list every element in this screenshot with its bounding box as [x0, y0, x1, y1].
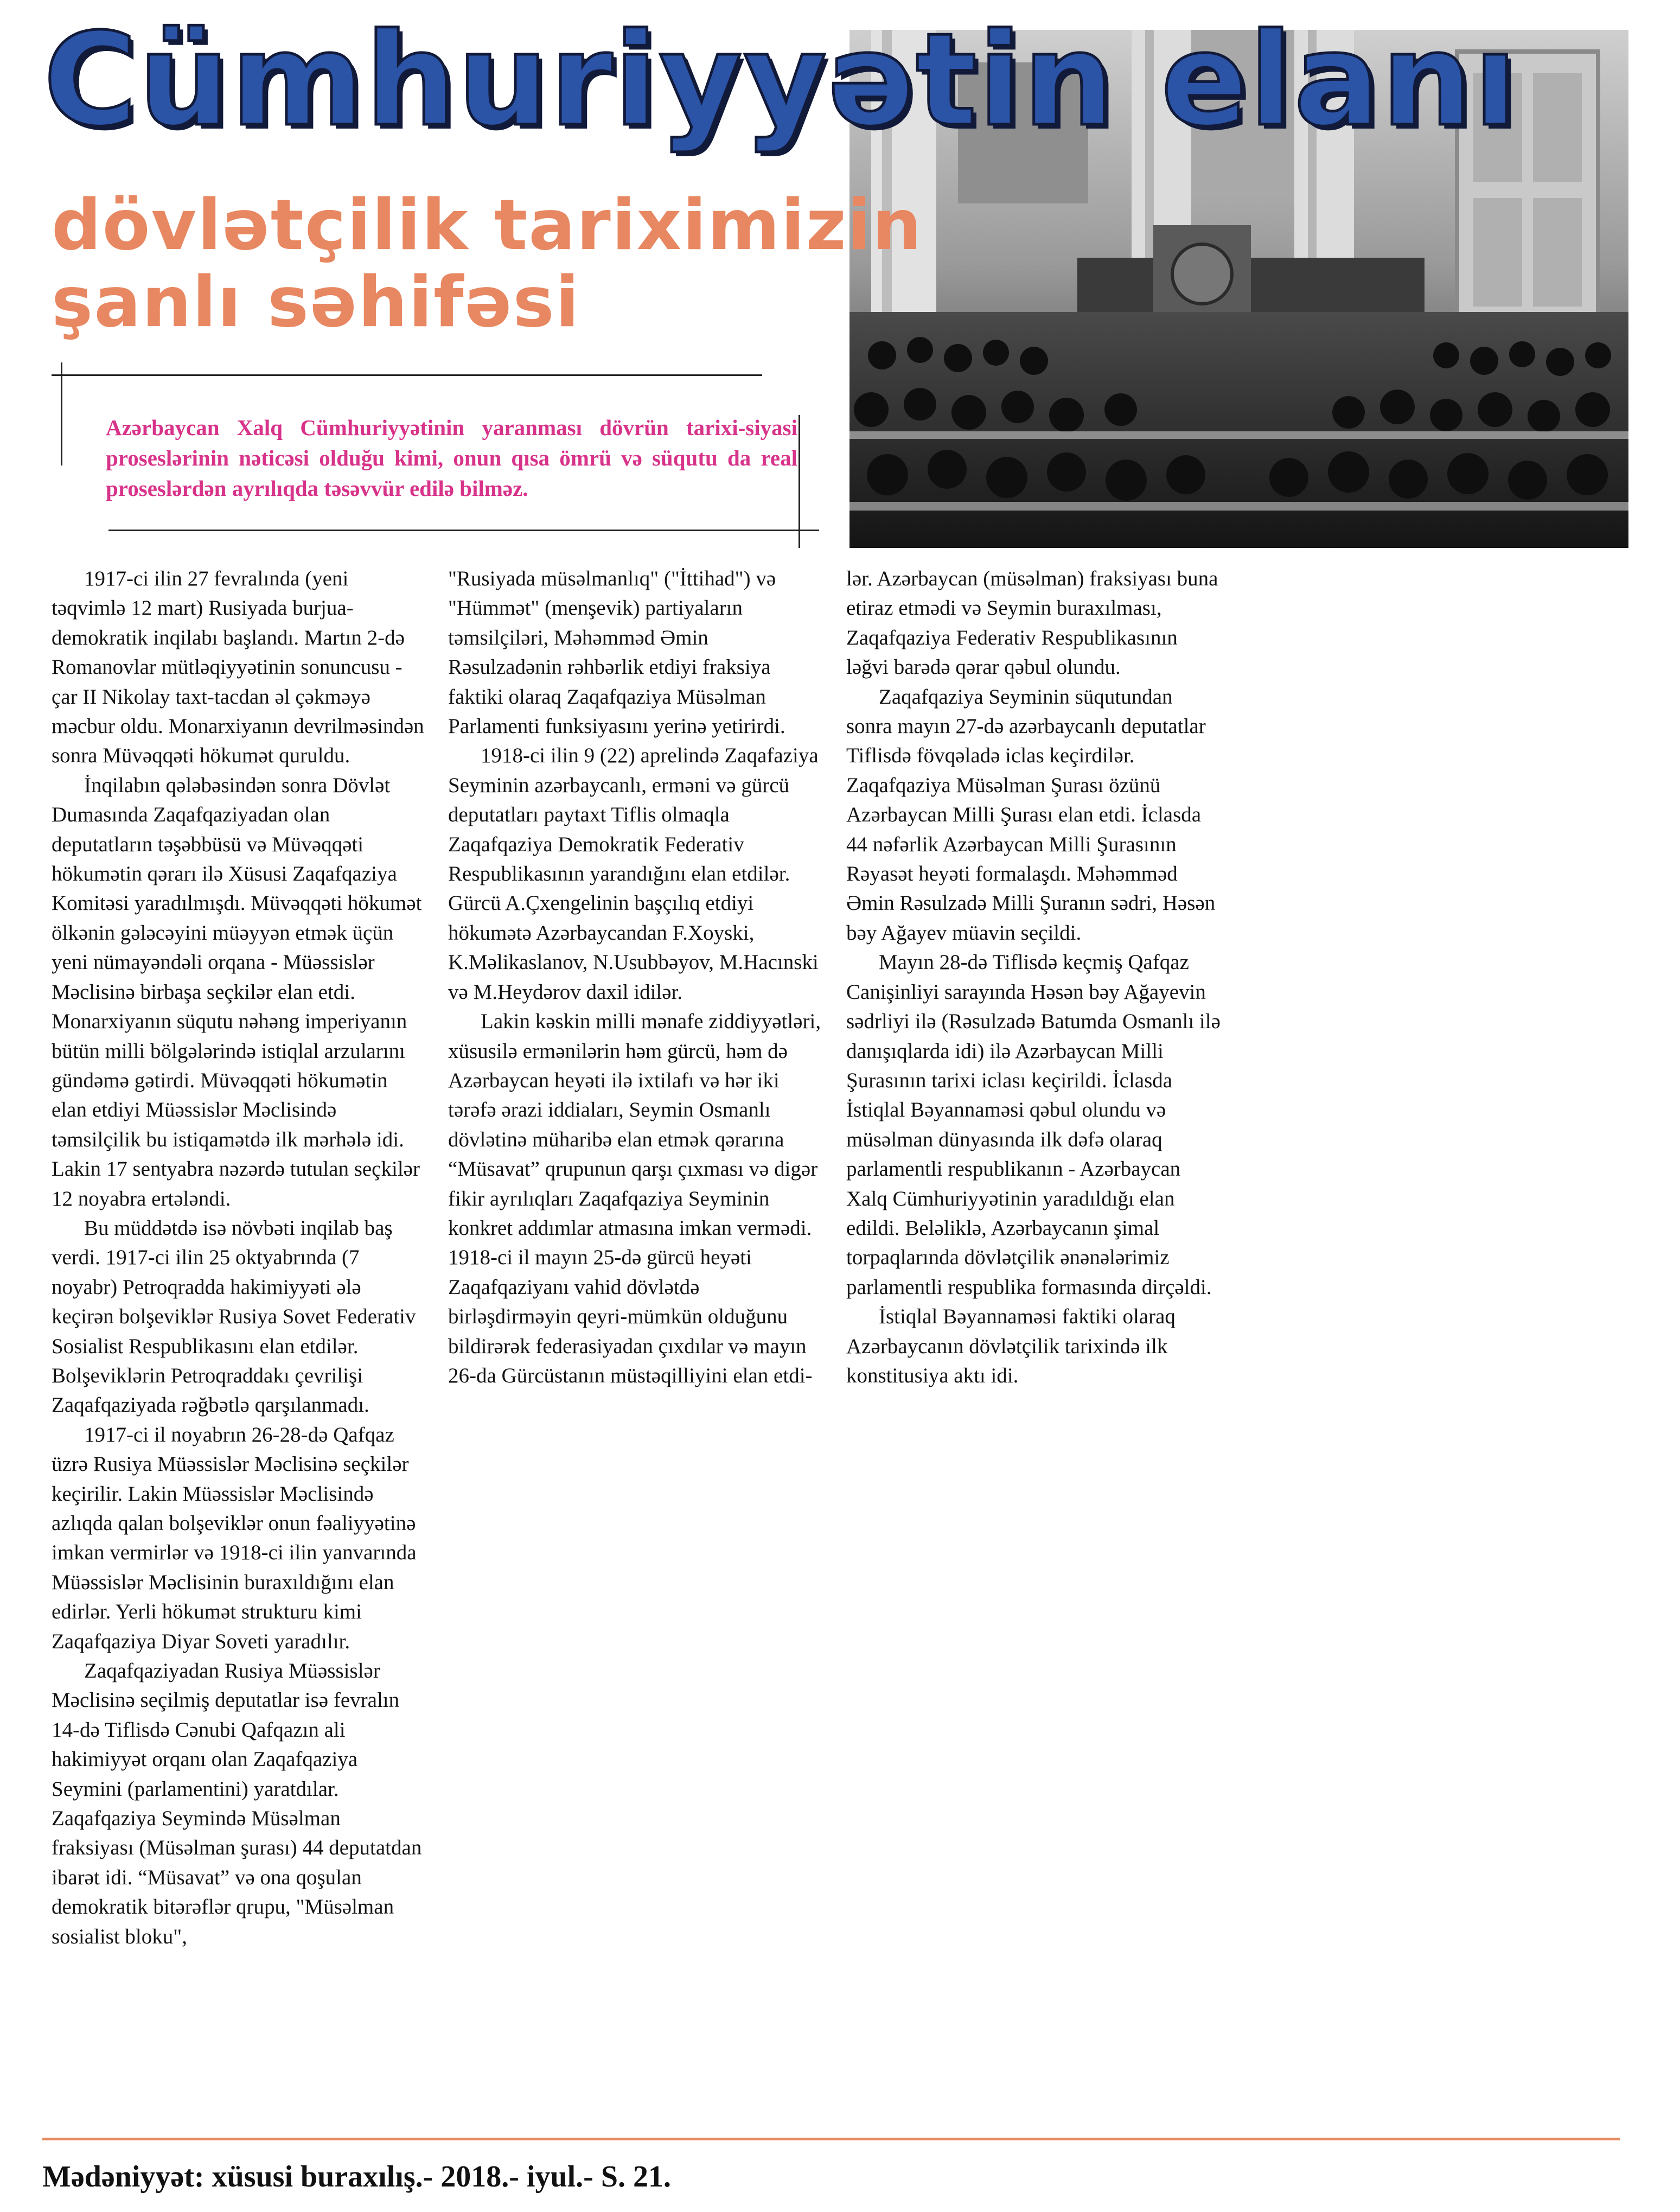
paragraph: 1918-ci ilin 9 (22) aprelində Zaqafaziya Seyminin azərbaycanlı, erməni və gürcü deputatları paytaxt Tiflis olmaqla Zaqafqaziya Demokratik Federativ Respublikasının yarandığını elan etdilər. Gürcü A.Çxengelinin başçılıq etdiyi hökumətə Azərbaycandan F.Xoyski, K.Məlikaslanov, N.Usubbəyov, M.Hacınski və M.Heydərov daxil idilər. — [448, 744, 819, 1004]
text-column-3 — [846, 564, 1221, 1391]
text-column-1 — [52, 564, 426, 1952]
intro-top-rule — [52, 374, 762, 376]
paragraph: İnqilabın qələbəsindən sonra Dövlət Dumasında Zaqafqaziyadan olan deputatların təşəbbüsü və Müvəqqəti hökumətin qərarı ilə Xüsusi Zaqafqaziya Komitəsi yaradılmışdı. Müvəqqəti hökumət ölkənin gələcəyini müəyyən etmək üçün yeni nümayəndəli orqana - Müəssislər Məclisinə birbaşa seçkilər elan etdi. Monarxiyanın süqutu nəhəng imperiyanın bütün milli bölgələrində istiqlal arzularını gündəmə gətirdi. Müvəqqəti hökumətin elan etdiyi Müəssislər Məclisində təmsilçilik bu istiqamətdə ilk mərhələ idi. Lakin 17 sentyabra nəzərdə tutulan seçkilər 12 noyabra ertələndi. — [52, 773, 422, 1210]
paragraph: 1917-ci ilin 27 fevralında (yeni təqvimlə 12 mart) Rusiyada burjua-demokratik inqilabı başlandı. Martın 2-də Romanovlar mütləqiyyətinin sonuncusu - çar II Nikolay taxt-tacdan əl çəkməyə məcbur oldu. Monarxiyanın devrilməsindən sonra Müvəqqəti hökumət quruldu. — [52, 567, 424, 768]
paragraph: lər. Azərbaycan (müsəlman) fraksiyası buna etiraz etmədi və Seymin buraxılması, Zaqafqaziya Federativ Respublikasının ləğvi barədə qərar qəbul olundu. — [846, 567, 1218, 679]
article-subtitle — [52, 187, 923, 341]
paragraph: İstiqlal Bəyannaməsi faktiki olaraq Azərbaycanın dövlətçilik tarixində ilk konstitusiya aktı idi. — [846, 1305, 1176, 1387]
subtitle-line-2: şanlı səhifəsi — [52, 262, 580, 343]
paragraph: Zaqafqaziyadan Rusiya Müəssislər Məclisinə seçilmiş deputatlar isə fevralın 14-də Tiflisdə Cənubi Qafqazın ali hakimiyyət orqanı olan Zaqafqaziya Seymini (parlamentini) yaratdılar. Zaqafqaziya Seymində Müsəlman fraksiyası (Müsəlman şurası) 44 deputatdan ibarət idi. “Müsavat” və ona qoşulan demokratik bitərəflər qrupu, "Müsəlman sosialist bloku", — [52, 1659, 422, 1948]
source-citation: Mədəniyyət: xüsusi buraxılış.- 2018.- iyul.- S. 21. — [42, 2160, 671, 2194]
paragraph: "Rusiyada müsəlmanlıq" ("İttihad") və "Hümmət" (menşevik) partiyaların təmsilçiləri, Məhəmməd Əmin Rəsulzadənin rəhbərlik etdiyi fraksiya faktiki olaraq Zaqafqaziya Müsəlman Parlamenti funksiyasını yerinə yetirirdi. — [448, 567, 785, 738]
intro-right-rule — [799, 415, 800, 548]
paragraph: 1917-ci il noyabrın 26-28-də Qafqaz üzrə Rusiya Müəssislər Məclisinə seçkilər keçirilir. Lakin Müəssislər Məclisində azlıqda qalan bolşeviklər onun fəaliyyətinə imkan vermirlər və 1918-ci ilin yanvarında Müəssislər Məclisinin buraxıldığını elan edirlər. Yerli hökumət strukturu kimi Zaqafqaziya Diyar Soveti yaradılır. — [52, 1423, 417, 1653]
intro-bottom-rule — [108, 530, 819, 531]
paragraph: Zaqafqaziya Seyminin süqutundan sonra mayın 27-də azərbaycanlı deputatlar Tiflisdə fövqəladə iclas keçirdilər. Zaqafqaziya Müsəlman Şurası özünü Azərbaycan Milli Şurası elan etdi. İclasda 44 nəfərlik Azərbaycan Milli Şurasının Rəyasət heyəti formalaşdı. Məhəmməd Əmin Rəsulzadə Milli Şuranın sədri, Həsən bəy Ağayev müavin seçildi. — [846, 685, 1216, 945]
footer-rule — [42, 2138, 1620, 2140]
article-lead: Azərbaycan Xalq Cümhuriyyətinin yaranması dövrün tarixi-siyasi proseslərinin nəticəsi olduğu kimi, onun qısa ömrü və süqutu da real proseslərdən ayrılıqda təsəvvür edilə bilməz. — [106, 415, 797, 501]
subtitle-line-1: dövlətçilik tariximizin — [52, 185, 923, 266]
paragraph: Bu müddətdə isə növbəti inqilab baş verdi. 1917-ci ilin 25 oktyabrında (7 noyabr) Petroqradda hakimiyyəti ələ keçirən bolşeviklər Rusiya Sovet Federativ Sosialist Respublikasını elan etdilər. Bolşeviklərin Petroqraddakı çevrilişi Zaqafqaziyada rəğbətlə qarşılanmadı. — [52, 1216, 416, 1417]
paragraph: Lakin kəskin milli mənafe ziddiyyətləri, xüsusilə ermənilərin həm gürcü, həm də Azərbaycan heyəti ilə ixtilafı və hər iki tərəfə ərazi iddiaları, Seymin Osmanlı dövlətinə müharibə elan etmək qərarına “Müsavat” qrupunun qarşı çıxması və digər fikir ayrılıqları Zaqafqaziya Seyminin konkret addımlar atmasına imkan vermədi. 1918-ci il mayın 25-də gürcü heyəti Zaqafqaziyanı vahid dövlətdə birləşdirməyin qeyri-mümkün olduğunu bildirərək federasiyadan çıxdılar və mayın 26-da Gürcüstanın müstəqilliyini elan etdi- — [448, 1010, 821, 1387]
intro-left-rule — [61, 362, 62, 466]
text-column-2 — [448, 564, 822, 1391]
article-title: Cümhuriyyətin elanı — [43, 5, 1519, 155]
paragraph: Mayın 28-də Tiflisdə keçmiş Qafqaz Canişinliyi sarayında Həsən bəy Ağayevin sədrliyi ilə (Rəsulzadə Batumda Osmanlı ilə danışıqlarda idi) ilə Azərbaycan Milli Şurasının tarixi iclası keçirildi. İclasda İstiqlal Bəyannaməsi qəbul olundu və müsəlman dünyasında ilk dəfə olaraq parlamentli respublikanın - Azərbaycan Xalq Cümhuriyyətinin yaradıldığı elan edildi. Beləliklə, Azərbaycanın şimal torpaqlarında dövlətçilik ənənələrimiz parlamentli respublika formasında dirçəldi. — [846, 951, 1221, 1299]
